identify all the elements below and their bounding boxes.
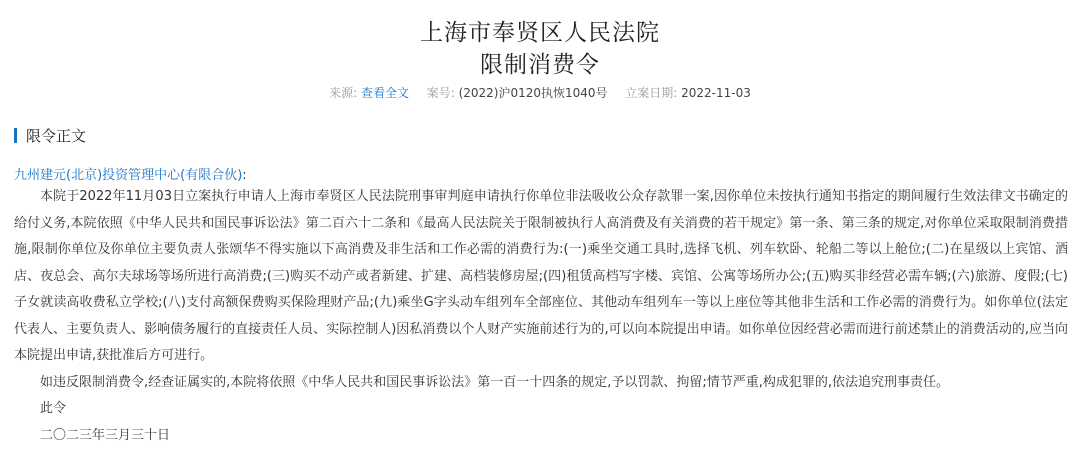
addressee — [14, 164, 247, 183]
filing-date-label: 立案日期: — [625, 86, 678, 100]
document-title: 限制消费令 — [480, 52, 600, 78]
section-title: 限令正文 — [26, 126, 87, 145]
document-meta — [0, 84, 1080, 101]
source-label: 来源: — [329, 86, 358, 100]
section-header — [14, 126, 86, 144]
case-number: (2022)沪0120执恢1040号 — [458, 86, 608, 100]
view-full-text-link[interactable]: 查看全文 — [361, 86, 410, 100]
section-marker — [14, 128, 17, 143]
filing-date: 2022-11-03 — [681, 86, 751, 100]
case-number-label: 案号: — [426, 86, 455, 100]
order-body — [14, 184, 1068, 449]
order-date: 二〇二三年三月三十日 — [40, 427, 171, 443]
order-paragraph-penalty: 如违反限制消费令,经查证属实的,本院将依照《中华人民共和国民事诉讼法》第一百一十四条的规定,予以罚款、拘留;情节严重,构成犯罪的,依法追究刑事责任。 — [40, 374, 950, 390]
order-paragraph-main: 本院于2022年11月03日立案执行申请人上海市奉贤区人民法院刑事审判庭申请执行你单位非法吸收公众存款罪一案,因你单位未按执行通知书指定的期间履行生效法律文书确定的给付义务,本院依照《中华人民共和国民事诉讼法》第二百六十二条和《最高人民法院关于限制被执行人高消费及有关消费的若干规定》第一条、第三条的规定,对你单位采取限制消费措施,限制你单位及你单位主要负责人张颂华不得实施以下高消费及非生活和工作必需的消费行为:(一)乘坐交通工具时,选择飞机、列车软卧、轮船二等以上舱位;(二)在星级以上宾馆、酒店、夜总会、高尔夫球场等场所进行高消费;(三)购买不动产或者新建、扩建、高档装修房屋;(四)租赁高档写字楼、宾馆、公寓等场所办公;(五)购买非经营必需车辆;(六)旅游、度假;(七)子女就读高收费私立学校;(八)支付高额保费购买保险理财产品;(九)乘坐G字头动车组列车全部座位、其他动车组列车一等以上座位等其他非生活和工作必需的消费行为。如你单位(法定代表人、主要负责人、影响债务履行的直接责任人员、实际控制人)因私消费以个人财产实施前述行为的,可以向本院提出申请。如你单位因经营必需而进行前述禁止的消费活动的,应当向本院提出申请,获批准后方可进行。 — [14, 189, 1068, 363]
addressee-name: 九州建元(北京)投资管理中心(有限合伙) — [14, 168, 243, 183]
addressee-colon: : — [242, 168, 247, 183]
order-closing: 此令 — [40, 401, 67, 416]
court-name: 上海市奉贤区人民法院 — [420, 20, 660, 46]
